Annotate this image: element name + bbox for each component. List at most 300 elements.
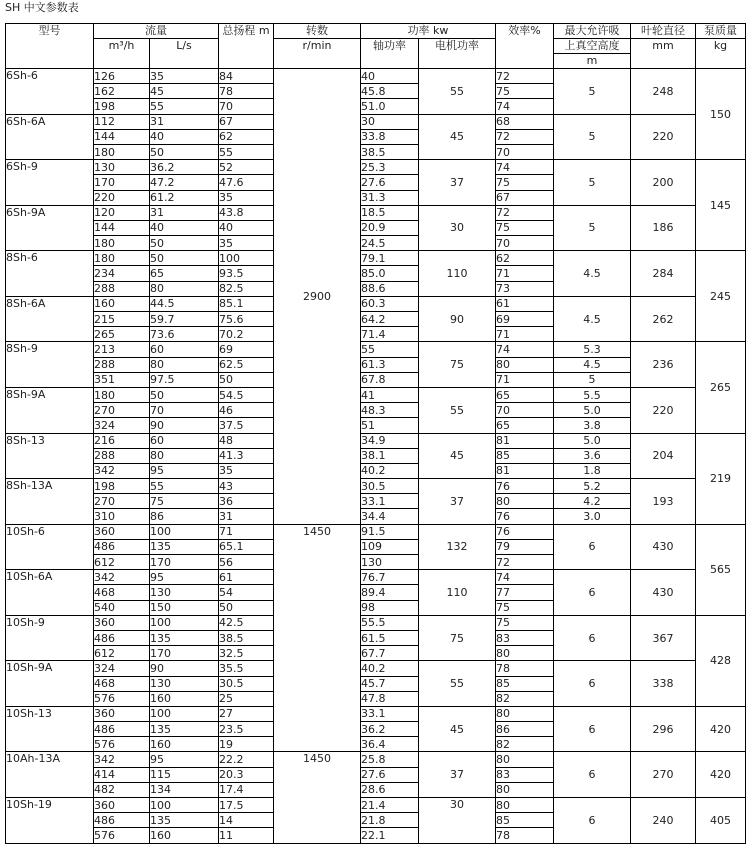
efficiency-cell: 80	[496, 752, 554, 767]
shaft-power-cell: 25.8	[361, 752, 419, 767]
flow-ls-cell: 160	[150, 737, 219, 752]
shaft-power-cell: 22.1	[361, 828, 419, 843]
shaft-power-cell: 25.3	[361, 160, 419, 175]
flow-m3h-cell: 213	[94, 342, 150, 357]
shaft-power-cell: 27.6	[361, 767, 419, 782]
motor-power-cell: 30	[419, 205, 496, 251]
flow-ls-cell: 60	[150, 342, 219, 357]
flow-ls-cell: 170	[150, 646, 219, 661]
flow-m3h-cell: 220	[94, 190, 150, 205]
head-cell: 54	[219, 585, 274, 600]
motor-power-cell: 75	[419, 342, 496, 388]
flow-ls-cell: 100	[150, 706, 219, 721]
head-cell: 14	[219, 813, 274, 828]
shaft-power-cell: 89.4	[361, 585, 419, 600]
document-title: SH 中文参数表	[5, 1, 79, 14]
flow-ls-cell: 31	[150, 205, 219, 220]
head-cell: 82.5	[219, 281, 274, 296]
flow-m3h-cell: 215	[94, 312, 150, 327]
efficiency-cell: 72	[496, 205, 554, 220]
suction-cell: 4.5	[554, 357, 631, 372]
header-head: 总扬程 m	[219, 24, 274, 69]
efficiency-cell: 70	[496, 403, 554, 418]
motor-power-cell: 55	[419, 387, 496, 433]
flow-m3h-cell: 360	[94, 798, 150, 813]
motor-power-cell: 90	[419, 296, 496, 342]
head-cell: 30.5	[219, 676, 274, 691]
efficiency-cell: 80	[496, 357, 554, 372]
shaft-power-cell: 64.2	[361, 312, 419, 327]
weight-cell: 428	[696, 615, 746, 706]
head-cell: 50	[219, 600, 274, 615]
flow-m3h-cell: 198	[94, 479, 150, 494]
header-impeller-unit: mm	[631, 39, 696, 69]
flow-ls-cell: 75	[150, 494, 219, 509]
efficiency-cell: 71	[496, 327, 554, 342]
shaft-power-cell: 20.9	[361, 220, 419, 235]
head-cell: 52	[219, 160, 274, 175]
flow-ls-cell: 59.7	[150, 312, 219, 327]
flow-m3h-cell: 120	[94, 205, 150, 220]
header-row-1	[6, 24, 746, 39]
shaft-power-cell: 34.4	[361, 509, 419, 524]
head-cell: 17.5	[219, 798, 274, 813]
table-row	[6, 479, 746, 494]
head-cell: 36	[219, 494, 274, 509]
header-speed-unit: r/min	[274, 39, 361, 69]
shaft-power-cell: 98	[361, 600, 419, 615]
weight-cell: 405	[696, 798, 746, 844]
head-cell: 35	[219, 463, 274, 478]
weight-cell: 145	[696, 160, 746, 251]
impeller-cell: 240	[631, 798, 696, 844]
speed-cell: 1450	[274, 524, 361, 752]
table-row	[6, 570, 746, 585]
flow-ls-cell: 55	[150, 479, 219, 494]
suction-cell: 5.0	[554, 433, 631, 448]
weight-cell: 245	[696, 251, 746, 342]
shaft-power-cell: 28.6	[361, 782, 419, 797]
head-cell: 31	[219, 509, 274, 524]
shaft-power-cell: 34.9	[361, 433, 419, 448]
efficiency-cell: 83	[496, 767, 554, 782]
header-suction: 最大允许吸	[554, 24, 631, 39]
shaft-power-cell: 33.8	[361, 129, 419, 144]
impeller-cell: 430	[631, 570, 696, 616]
shaft-power-cell: 41	[361, 387, 419, 402]
motor-power-cell: 110	[419, 251, 496, 297]
shaft-power-cell: 36.4	[361, 737, 419, 752]
flow-m3h-cell: 486	[94, 813, 150, 828]
flow-m3h-cell: 180	[94, 144, 150, 159]
flow-m3h-cell: 180	[94, 387, 150, 402]
head-cell: 38.5	[219, 630, 274, 645]
efficiency-cell: 74	[496, 570, 554, 585]
head-cell: 69	[219, 342, 274, 357]
flow-m3h-cell: 486	[94, 539, 150, 554]
flow-m3h-cell: 360	[94, 615, 150, 630]
flow-m3h-cell: 180	[94, 251, 150, 266]
suction-cell: 5	[554, 205, 631, 251]
suction-cell: 3.8	[554, 418, 631, 433]
header-weight-unit: kg	[696, 39, 746, 69]
weight-cell: 150	[696, 69, 746, 160]
head-cell: 70.2	[219, 327, 274, 342]
impeller-cell: 284	[631, 251, 696, 297]
flow-m3h-cell: 234	[94, 266, 150, 281]
flow-m3h-cell: 112	[94, 114, 150, 129]
flow-m3h-cell: 162	[94, 84, 150, 99]
efficiency-cell: 80	[496, 798, 554, 813]
efficiency-cell: 75	[496, 175, 554, 190]
model-cell: 10Sh-6A	[6, 570, 94, 616]
flow-m3h-cell: 360	[94, 706, 150, 721]
head-cell: 35.5	[219, 661, 274, 676]
shaft-power-cell: 38.5	[361, 144, 419, 159]
head-cell: 62	[219, 129, 274, 144]
weight-cell: 420	[696, 706, 746, 752]
flow-m3h-cell: 360	[94, 524, 150, 539]
shaft-power-cell: 27.6	[361, 175, 419, 190]
flow-m3h-cell: 486	[94, 630, 150, 645]
motor-power-cell: 45	[419, 706, 496, 752]
suction-cell: 4.2	[554, 494, 631, 509]
head-cell: 54.5	[219, 387, 274, 402]
efficiency-cell: 67	[496, 190, 554, 205]
impeller-cell: 367	[631, 615, 696, 661]
flow-ls-cell: 170	[150, 555, 219, 570]
flow-ls-cell: 135	[150, 630, 219, 645]
head-cell: 23.5	[219, 722, 274, 737]
suction-cell: 6	[554, 570, 631, 616]
motor-power-cell: 55	[419, 661, 496, 707]
suction-cell: 3.0	[554, 509, 631, 524]
motor-power-cell: 30	[419, 798, 496, 844]
impeller-cell: 220	[631, 387, 696, 433]
head-cell: 65.1	[219, 539, 274, 554]
efficiency-cell: 74	[496, 342, 554, 357]
shaft-power-cell: 60.3	[361, 296, 419, 311]
header-flow: 流量	[94, 24, 219, 39]
flow-ls-cell: 40	[150, 129, 219, 144]
flow-m3h-cell: 342	[94, 463, 150, 478]
suction-cell: 6	[554, 615, 631, 661]
shaft-power-cell: 33.1	[361, 494, 419, 509]
efficiency-cell: 85	[496, 676, 554, 691]
flow-m3h-cell: 270	[94, 403, 150, 418]
flow-ls-cell: 50	[150, 251, 219, 266]
model-cell: 6Sh-6A	[6, 114, 94, 160]
flow-ls-cell: 95	[150, 752, 219, 767]
efficiency-cell: 75	[496, 84, 554, 99]
flow-ls-cell: 95	[150, 570, 219, 585]
efficiency-cell: 75	[496, 600, 554, 615]
efficiency-cell: 82	[496, 691, 554, 706]
efficiency-cell: 76	[496, 509, 554, 524]
flow-m3h-cell: 144	[94, 129, 150, 144]
efficiency-cell: 86	[496, 722, 554, 737]
flow-m3h-cell: 288	[94, 448, 150, 463]
head-cell: 41.3	[219, 448, 274, 463]
flow-ls-cell: 60	[150, 433, 219, 448]
suction-cell: 5	[554, 114, 631, 160]
shaft-power-cell: 24.5	[361, 236, 419, 251]
flow-m3h-cell: 126	[94, 69, 150, 84]
efficiency-cell: 65	[496, 387, 554, 402]
suction-cell: 5.2	[554, 479, 631, 494]
flow-m3h-cell: 342	[94, 752, 150, 767]
flow-m3h-cell: 288	[94, 281, 150, 296]
flow-ls-cell: 160	[150, 691, 219, 706]
shaft-power-cell: 40	[361, 69, 419, 84]
header-row-2	[6, 39, 746, 54]
header-impeller: 叶轮直径	[631, 24, 696, 39]
shaft-power-cell: 61.3	[361, 357, 419, 372]
head-cell: 62.5	[219, 357, 274, 372]
shaft-power-cell: 88.6	[361, 281, 419, 296]
weight-cell: 265	[696, 342, 746, 433]
flow-ls-cell: 61.2	[150, 190, 219, 205]
head-cell: 85.1	[219, 296, 274, 311]
suction-cell: 1.8	[554, 463, 631, 478]
shaft-power-cell: 40.2	[361, 463, 419, 478]
efficiency-cell: 79	[496, 539, 554, 554]
efficiency-cell: 81	[496, 433, 554, 448]
efficiency-cell: 68	[496, 114, 554, 129]
weight-cell: 219	[696, 433, 746, 524]
efficiency-cell: 76	[496, 524, 554, 539]
impeller-cell: 262	[631, 296, 696, 342]
table-row	[6, 160, 746, 175]
flow-ls-cell: 150	[150, 600, 219, 615]
header-speed: 转数	[274, 24, 361, 39]
efficiency-cell: 72	[496, 69, 554, 84]
flow-ls-cell: 135	[150, 539, 219, 554]
efficiency-cell: 75	[496, 615, 554, 630]
model-cell: 8Sh-9	[6, 342, 94, 388]
header-suction-unit: m	[554, 54, 631, 69]
flow-m3h-cell: 216	[94, 433, 150, 448]
head-cell: 37.5	[219, 418, 274, 433]
suction-cell: 6	[554, 524, 631, 570]
flow-ls-cell: 100	[150, 524, 219, 539]
flow-ls-cell: 134	[150, 782, 219, 797]
flow-m3h-cell: 576	[94, 691, 150, 706]
impeller-cell: 193	[631, 479, 696, 525]
impeller-cell: 270	[631, 752, 696, 798]
table-row	[6, 433, 746, 448]
head-cell: 43	[219, 479, 274, 494]
header-shaft-power: 轴功率	[361, 39, 419, 69]
flow-ls-cell: 130	[150, 585, 219, 600]
model-cell: 10Sh-6	[6, 524, 94, 570]
table-row	[6, 342, 746, 357]
flow-ls-cell: 55	[150, 99, 219, 114]
table-row	[6, 661, 746, 676]
efficiency-cell: 71	[496, 372, 554, 387]
head-cell: 17.4	[219, 782, 274, 797]
flow-m3h-cell: 270	[94, 494, 150, 509]
efficiency-cell: 85	[496, 448, 554, 463]
table-row	[6, 69, 746, 84]
motor-power-cell: 45	[419, 114, 496, 160]
flow-m3h-cell: 482	[94, 782, 150, 797]
flow-ls-cell: 135	[150, 722, 219, 737]
table-body	[6, 69, 746, 844]
suction-cell: 3.6	[554, 448, 631, 463]
shaft-power-cell: 51.0	[361, 99, 419, 114]
motor-power-cell: 132	[419, 524, 496, 570]
efficiency-cell: 78	[496, 661, 554, 676]
motor-power-cell: 55	[419, 69, 496, 115]
efficiency-cell: 83	[496, 630, 554, 645]
flow-ls-cell: 65	[150, 266, 219, 281]
flow-m3h-cell: 486	[94, 722, 150, 737]
motor-power-cell: 45	[419, 433, 496, 479]
flow-ls-cell: 31	[150, 114, 219, 129]
head-cell: 78	[219, 84, 274, 99]
shaft-power-cell: 130	[361, 555, 419, 570]
head-cell: 55	[219, 144, 274, 159]
flow-ls-cell: 100	[150, 615, 219, 630]
shaft-power-cell: 21.8	[361, 813, 419, 828]
impeller-cell: 204	[631, 433, 696, 479]
weight-cell: 420	[696, 752, 746, 798]
shaft-power-cell: 61.5	[361, 630, 419, 645]
model-cell: 8Sh-6A	[6, 296, 94, 342]
motor-power-cell: 37	[419, 479, 496, 525]
impeller-cell: 200	[631, 160, 696, 206]
flow-m3h-cell: 170	[94, 175, 150, 190]
efficiency-cell: 65	[496, 418, 554, 433]
shaft-power-cell: 18.5	[361, 205, 419, 220]
flow-ls-cell: 70	[150, 403, 219, 418]
flow-ls-cell: 80	[150, 357, 219, 372]
efficiency-cell: 71	[496, 266, 554, 281]
motor-power-cell: 37	[419, 160, 496, 206]
efficiency-cell: 69	[496, 312, 554, 327]
header-flow-ls: L/s	[150, 39, 219, 69]
flow-m3h-cell: 612	[94, 646, 150, 661]
shaft-power-cell: 38.1	[361, 448, 419, 463]
head-cell: 32.5	[219, 646, 274, 661]
model-cell: 10Sh-13	[6, 706, 94, 752]
model-cell: 6Sh-6	[6, 69, 94, 115]
flow-m3h-cell: 576	[94, 737, 150, 752]
table-row	[6, 114, 746, 129]
efficiency-cell: 76	[496, 479, 554, 494]
flow-ls-cell: 97.5	[150, 372, 219, 387]
head-cell: 56	[219, 555, 274, 570]
header-weight: 泵质量	[696, 24, 746, 39]
efficiency-cell: 70	[496, 236, 554, 251]
flow-ls-cell: 160	[150, 828, 219, 843]
flow-m3h-cell: 342	[94, 570, 150, 585]
suction-cell: 5.3	[554, 342, 631, 357]
flow-ls-cell: 80	[150, 281, 219, 296]
flow-m3h-cell: 288	[94, 357, 150, 372]
parameter-table	[5, 23, 746, 844]
efficiency-cell: 72	[496, 555, 554, 570]
header-model: 型号	[6, 24, 94, 69]
model-cell: 10Sh-9A	[6, 661, 94, 707]
table-row	[6, 387, 746, 402]
shaft-power-cell: 71.4	[361, 327, 419, 342]
efficiency-cell: 82	[496, 737, 554, 752]
flow-ls-cell: 115	[150, 767, 219, 782]
shaft-power-cell: 30	[361, 114, 419, 129]
flow-ls-cell: 35	[150, 69, 219, 84]
shaft-power-cell: 45.8	[361, 84, 419, 99]
shaft-power-cell: 30.5	[361, 479, 419, 494]
flow-ls-cell: 40	[150, 220, 219, 235]
efficiency-cell: 72	[496, 129, 554, 144]
shaft-power-cell: 91.5	[361, 524, 419, 539]
shaft-power-cell: 47.8	[361, 691, 419, 706]
head-cell: 35	[219, 236, 274, 251]
head-cell: 46	[219, 403, 274, 418]
efficiency-cell: 62	[496, 251, 554, 266]
flow-m3h-cell: 612	[94, 555, 150, 570]
table-row	[6, 524, 746, 539]
head-cell: 67	[219, 114, 274, 129]
head-cell: 93.5	[219, 266, 274, 281]
efficiency-cell: 74	[496, 160, 554, 175]
shaft-power-cell: 67.7	[361, 646, 419, 661]
suction-cell: 6	[554, 661, 631, 707]
table-row	[6, 205, 746, 220]
flow-m3h-cell: 160	[94, 296, 150, 311]
efficiency-cell: 77	[496, 585, 554, 600]
model-cell: 8Sh-6	[6, 251, 94, 297]
flow-ls-cell: 95	[150, 463, 219, 478]
shaft-power-cell: 55	[361, 342, 419, 357]
flow-ls-cell: 36.2	[150, 160, 219, 175]
flow-m3h-cell: 130	[94, 160, 150, 175]
model-cell: 6Sh-9A	[6, 205, 94, 251]
shaft-power-cell: 31.3	[361, 190, 419, 205]
header-suction-2: 上真空高度	[554, 39, 631, 54]
header-efficiency: 效率%	[496, 24, 554, 69]
efficiency-cell: 81	[496, 463, 554, 478]
suction-cell: 6	[554, 752, 631, 798]
shaft-power-cell: 33.1	[361, 706, 419, 721]
model-cell: 8Sh-13A	[6, 479, 94, 525]
flow-ls-cell: 73.6	[150, 327, 219, 342]
efficiency-cell: 70	[496, 144, 554, 159]
flow-ls-cell: 100	[150, 798, 219, 813]
suction-cell: 4.5	[554, 251, 631, 297]
weight-cell: 565	[696, 524, 746, 615]
head-cell: 48	[219, 433, 274, 448]
flow-ls-cell: 50	[150, 236, 219, 251]
flow-m3h-cell: 144	[94, 220, 150, 235]
table-row	[6, 752, 746, 767]
suction-cell: 6	[554, 798, 631, 844]
head-cell: 42.5	[219, 615, 274, 630]
header-flow-m3h: m³/h	[94, 39, 150, 69]
head-cell: 35	[219, 190, 274, 205]
motor-power-cell: 75	[419, 615, 496, 661]
flow-m3h-cell: 324	[94, 418, 150, 433]
flow-ls-cell: 130	[150, 676, 219, 691]
impeller-cell: 220	[631, 114, 696, 160]
flow-m3h-cell: 468	[94, 676, 150, 691]
efficiency-cell: 80	[496, 706, 554, 721]
flow-ls-cell: 47.2	[150, 175, 219, 190]
shaft-power-cell: 48.3	[361, 403, 419, 418]
head-cell: 20.3	[219, 767, 274, 782]
